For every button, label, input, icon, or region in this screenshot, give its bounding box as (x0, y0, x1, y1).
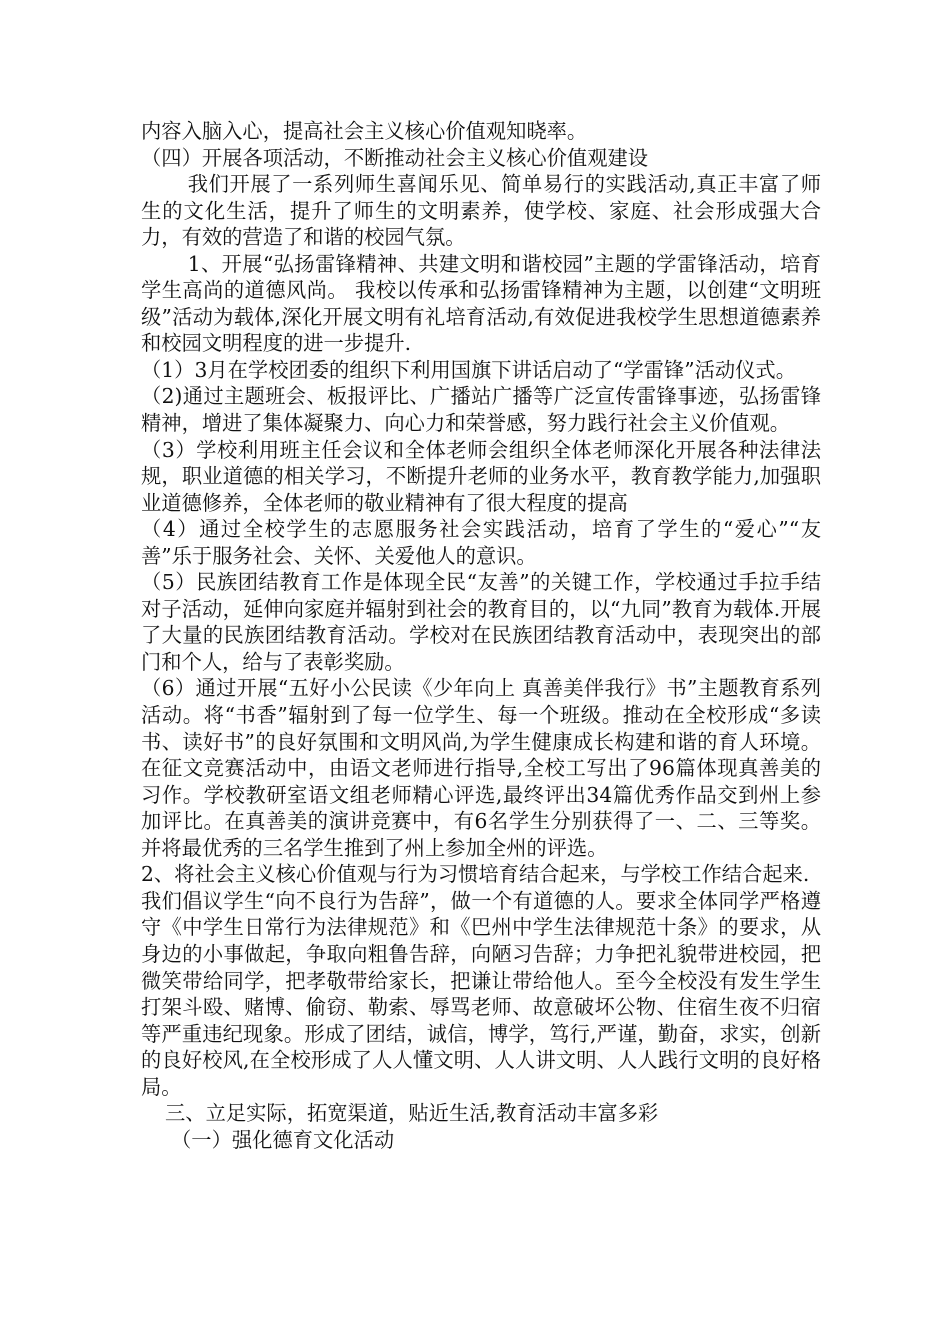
document-body (141, 118, 821, 1153)
paragraph-item-1: 1、开展“弘扬雷锋精神、共建文明和谐校园”主题的学雷锋活动，培育学生高尚的道德风尚。 我校以传承和弘扬雷锋精神为主题，以创建“文明班级”活动为载体,深化开展文明有礼培育活动,有效促进我校学生思想道德素养和校园文明程度的进一步提升. (141, 251, 821, 356)
paragraph-subitem-2: （2)通过主题班会、板报评比、广播站广播等广泛宣传雷锋事迹，弘扬雷锋精神，增进了集体凝聚力、向心力和荣誉感，努力践行社会主义价值观。 (141, 384, 821, 436)
paragraph-subitem-4: （4）通过全校学生的志愿服务社会实践活动，培育了学生的“爱心”“友善”乐于服务社会、关怀、关爱他人的意识。 (141, 517, 821, 568)
subsection-heading-1: （一）强化德育文化活动 (171, 1127, 395, 1152)
paragraph-subitem-5: （5）民族团结教育工作是体现全民“友善”的关键工作，学校通过手拉手结对子活动，延伸向家庭并辐射到社会的教育目的，以“九同”教育为载体.开展了大量的民族团结教育活动。学校对在民族团结教育活动中，表现突出的部门和个人，给与了表彰奖励。 (141, 570, 821, 674)
paragraph-intro-end: 内容入脑入心，提高社会主义核心价值观知晓率。 (141, 119, 588, 143)
paragraph-item-2: 2、将社会主义核心价值观与行为习惯培育结合起来，与学校工作结合起来. (141, 862, 810, 887)
paragraph-subitem-1: （1）3月在学校团委的组织下利用国旗下讲话启动了“学雷锋”活动仪式。 (141, 357, 796, 382)
section-heading-3: 三、立足实际，拓宽渠道，贴近生活,教育活动丰富多彩 (165, 1101, 659, 1126)
paragraph-activities: 我们开展了一系列师生喜闻乐见、简单易行的实践活动,真正丰富了师生的文化生活，提升了师生的文明素养，使学校、家庭、社会形成强大合力，有效的营造了和谐的校园气氛。 (141, 172, 821, 250)
paragraph-subitem-3: （3）学校利用班主任会议和全体老师会组织全体老师深化开展各种法律法规，职业道德的相关学习，不断提升老师的业务水平，教育教学能力,加强职业道德修养，全体老师的敬业精神有了很大程度的提高 (141, 437, 821, 515)
paragraph-subitem-6: （6）通过开展“五好小公民读《少年向上 真善美伴我行》书”主题教育系列活动。将“书香”辐射到了每一位学生、每一个班级。推动在全校形成“多读书、读好书”的良好氛围和文明风尚,为学生健康成长构建和谐的育人环境。在征文竞赛活动中，由语文老师进行指导,全校工写出了96篇体现真善美的习作。学校教研室语文组老师精心评选,最终评出34篇优秀作品交到州上参加评比。在真善美的演讲竞赛中，有6名学生分别获得了一、二、三等奖。并将最优秀的三名学生推到了州上参加全州的评选。 (141, 676, 821, 860)
section-heading-4: （四）开展各项活动，不断推动社会主义核心价值观建设 (141, 145, 649, 170)
paragraph-behavior: 我们倡议学生“向不良行为告辞”，做一个有道德的人。要求全体同学严格遵守《中学生日常行为法律规范》和《巴州中学生法律规范十条》的要求，从身边的小事做起，争取向粗鲁告辞，向陋习告辞；力争把礼貌带进校园，把微笑带给同学，把孝敬带给家长，把谦让带给他人。至今全校没有发生学生打架斗殴、赌博、偷窃、勒索、辱骂老师、故意破坏公物、住宿生夜不归宿等严重违纪现象。形成了团结，诚信，博学，笃行,严谨，勤奋，求实，创新的良好校风,在全校形成了人人懂文明、人人讲文明、人人践行文明的良好格局。 (141, 888, 821, 1099)
